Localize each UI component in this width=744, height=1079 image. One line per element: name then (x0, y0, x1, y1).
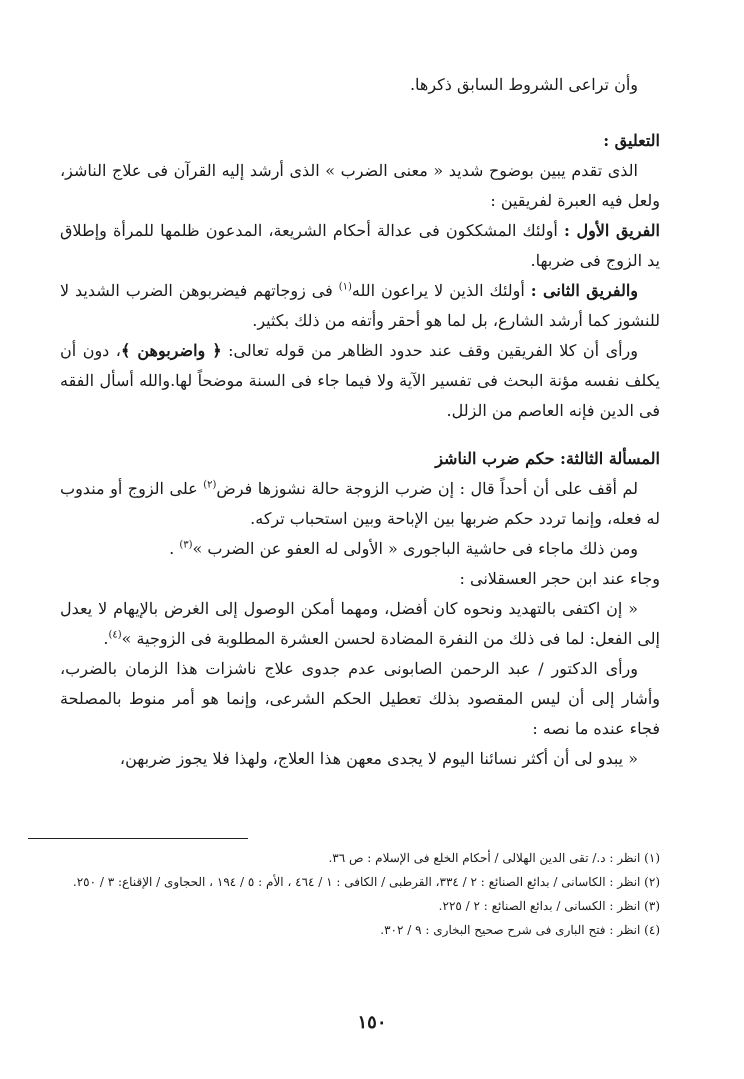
issue-text-b: على الزوج أو مندوب له فعله، وإنما تردد حكم ضربها بين الإباحة وبين استحباب تركه. (60, 479, 660, 528)
footnote-4: (٤) انظر : فتح البارى فى شرح صحيح البخارى : ٩ / ٣٠٢. (380, 923, 660, 937)
group1-paragraph (60, 216, 660, 276)
footnote-1: (١) انظر : د./ تقى الدين الهلالى / أحكام الخلع فى الإسلام : ص ٣٦. (328, 851, 660, 865)
group2-text-a: أولئك الذين لا يراعون الله (351, 281, 525, 300)
bajuri-paragraph (60, 534, 660, 564)
footnotes (68, 846, 660, 942)
footnote-ref-3: (٣) (179, 539, 193, 551)
comment-heading: التعليق : (603, 131, 660, 150)
sabouni-quote: « يبدو لى أن أكثر نسائنا اليوم لا يجدى معهن هذا العلاج، ولهذا فلا يجوز ضربهن، (119, 749, 638, 768)
bajuri-end: . (169, 539, 180, 558)
footnote-divider (28, 838, 248, 839)
verse-paragraph (60, 336, 660, 426)
verse-text-a: ورأى أن كلا الفريقين وقف عند حدود الظاهر من قوله تعالى: (221, 341, 638, 360)
verse-quote: ﴿ واضربوهن ﴾ (120, 341, 222, 360)
asqalani-intro: وجاء عند ابن حجر العسقلانى : (459, 569, 660, 588)
asqalani-quote-text: « إن اكتفى بالتهديد ونحوه كان أفضل، ومهما أمكن الوصول إلى الغرض بالإيهام لا يعدل إلى الفعل: لما فى ذلك من النفرة المضادة لحسن العشرة المطلوبة فى الزوجية » (60, 599, 660, 648)
asqalani-quote-end: . (103, 629, 109, 648)
footnote-ref-4: (٤) (108, 629, 122, 641)
page-number: ١٥٠ (357, 1012, 387, 1033)
page-body (60, 70, 660, 774)
sabouni-paragraph: ورأى الدكتور / عبد الرحمن الصابونى عدم جدوى علاج ناشزات هذا الزمان بالضرب، وأشار إلى أن ليس المقصود بذلك تعطيل الحكم الشرعى، وإنما هو أمر منوط بالمصلحة فجاء عنده ما نصه : (60, 659, 660, 738)
asqalani-quote (60, 594, 660, 654)
opening-line: وأن تراعى الشروط السابق ذكرها. (409, 75, 638, 94)
group1-label: الفريق الأول : (563, 221, 660, 240)
group2-label: والفريق الثانى : (530, 281, 638, 300)
spacer (60, 100, 660, 126)
footnote-3: (٣) انظر : الكسانى / بدائع الصنائع : ٢ / ٢٢٥. (438, 899, 660, 913)
footnote-ref-1: (١) (338, 281, 352, 293)
comment-paragraph: الذى تقدم يبين بوضوح شديد « معنى الضرب » الذى أرشد إليه القرآن فى علاج الناشز، ولعل فيه العبرة لفريقين : (60, 161, 660, 210)
issue-paragraph (60, 474, 660, 534)
group2-text-b: فى زوجاتهم فيضربوهن الضرب الشديد لا للنشوز كما أرشد الشارع، بل لما هو أحقر وأتفه من ذلك بكثير. (60, 281, 660, 330)
verse-text-b: ، دون أن يكلف نفسه مؤنة البحث فى تفسير الآية ولا فيما جاء فى السنة موضحاً لها.والله أسأل الفقه فى الدين فإنه العاصم من الزلل. (60, 341, 661, 420)
group1-text: أولئك المشككون فى عدالة أحكام الشريعة، المدعون ظلمها للمرأة وإطلاق يد الزوج فى ضربها. (60, 221, 660, 270)
footnote-2: (٢) انظر : الكاسانى / بدائع الصنائع : ٢ / ٣٣٤، القرطبى / الكافى : ١ / ٤٦٤ ، الأم : ٥ / ١٩٤ ، الحجاوى / الإقناع: ٣ / ٢٥٠. (72, 875, 660, 889)
group2-paragraph (60, 276, 660, 336)
issue-heading: المسألة الثالثة: حكم ضرب الناشز (435, 449, 660, 468)
spacer (60, 426, 660, 444)
footnote-ref-2: (٢) (203, 479, 217, 491)
issue-text-a: لم أقف على أن أحداً قال : إن ضرب الزوجة حالة نشوزها فرض (216, 479, 638, 498)
bajuri-text: ومن ذلك ماجاء فى حاشية الباجورى « الأولى له العفو عن الضرب » (192, 539, 638, 558)
